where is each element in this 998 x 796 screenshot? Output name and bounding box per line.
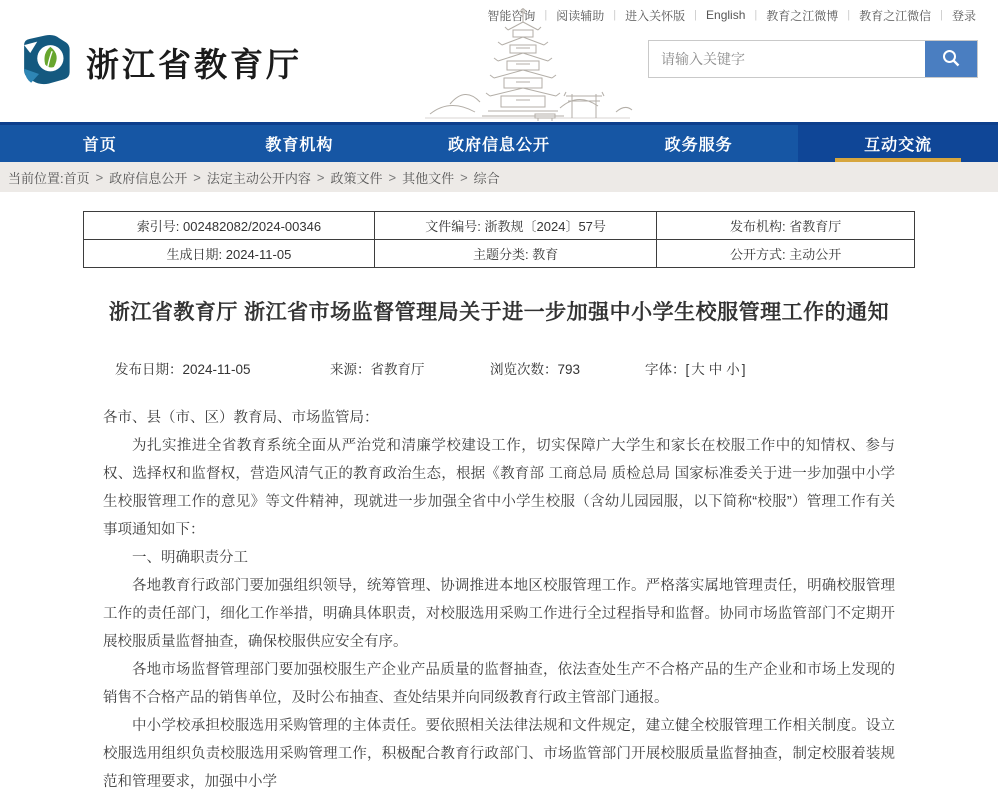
disclosure-mode-value: 主动公开	[789, 247, 842, 262]
document-content	[83, 211, 915, 796]
bracket: ]	[741, 362, 746, 377]
body-paragraph: 各地教育行政部门要加强组织领导，统筹管理、协调推进本地区校服管理工作。严格落实属地管理责任，明确校服管理工作的责任部门，细化工作举措，明确具体职责，对校服选用采购工作进行全过程指导和监督。协同市场监管部门不定期开展校服质量监督抽查，确保校服供应安全有序。	[103, 578, 895, 650]
bracket: [	[685, 362, 690, 377]
doc-meta-table	[83, 211, 915, 268]
link-reading-aid[interactable]: 阅读辅助	[556, 8, 605, 23]
crumb-comprehensive[interactable]: 综合	[473, 170, 500, 186]
article-body	[103, 404, 895, 796]
view-count	[490, 358, 645, 378]
search-icon	[941, 48, 961, 71]
search-input[interactable]	[649, 41, 925, 77]
disclosure-mode-label: 公开方式:	[730, 247, 786, 262]
crumb-other-documents[interactable]: 其他文件	[402, 170, 455, 186]
publish-date-value: 2024-11-05	[182, 362, 251, 377]
intro-paragraph: 为扎实推进全省教育系统全面从严治党和清廉学校建设工作，切实保障广大学生和家长在校服工作中的知情权、参与权、选择权和监督权，营造风清气正的教育政治生态，根据《教育部 工商总局 质检总局 国家标准委关于进一步加强中小学生校服管理工作的意见》等文件精神，现就进一步加强全省中小学生校服（含幼儿园园服，以下简称“校服”）管理工作有关事项通知如下：	[103, 438, 895, 538]
section-heading: 一、明确职责分工	[132, 550, 248, 566]
index-number-value: 002482082/2024-00346	[183, 219, 322, 234]
breadcrumb	[0, 162, 998, 192]
salutation-paragraph: 各市、县（市、区）教育局、市场监管局：	[103, 410, 379, 426]
nav-gov-services[interactable]: 政务服务	[664, 137, 733, 154]
link-care-version[interactable]: 进入关怀版	[625, 8, 686, 23]
index-number-cell	[84, 212, 375, 240]
topic-category-value: 教育	[532, 247, 559, 262]
breadcrumb-prefix: 当前位置:	[8, 170, 64, 186]
creation-date-label: 生成日期:	[166, 247, 223, 262]
crumb-statutory-disclosure[interactable]: 法定主动公开内容	[206, 170, 311, 186]
crumb-policy-documents[interactable]: 政策文件	[330, 170, 383, 186]
index-number-label: 索引号:	[136, 219, 180, 234]
breadcrumb-separator: >	[95, 169, 104, 185]
view-count-label: 浏览次数：	[490, 362, 558, 377]
disclosure-mode-cell	[657, 240, 915, 268]
nav-home[interactable]: 首页	[82, 137, 117, 154]
link-smart-consult[interactable]: 智能咨询	[487, 8, 536, 23]
doc-number-cell	[374, 212, 657, 240]
nav-education-orgs[interactable]: 教育机构	[265, 137, 334, 154]
issuing-agency-label: 发布机构:	[730, 219, 786, 234]
breadcrumb-separator: >	[316, 169, 325, 185]
creation-date-cell	[84, 240, 375, 268]
main-nav	[0, 122, 998, 162]
topic-category-label: 主题分类:	[472, 247, 529, 262]
publish-date	[115, 358, 330, 378]
table-row	[84, 240, 915, 268]
view-count-value: 793	[557, 362, 581, 377]
search-box	[648, 40, 978, 78]
issuing-agency-value: 省教育厅	[789, 219, 842, 234]
font-size-large-button[interactable]: 大	[691, 362, 705, 377]
creation-date-value: 2024-11-05	[225, 247, 292, 262]
breadcrumb-separator: >	[193, 169, 201, 185]
divider: |	[940, 9, 943, 21]
site-header	[0, 24, 998, 122]
font-size-small-button[interactable]: 小	[726, 362, 740, 377]
divider: |	[544, 9, 548, 21]
page-title: 浙江省教育厅 浙江省市场监督管理局关于进一步加强中小学生校服管理工作的通知	[108, 301, 890, 324]
link-wechat[interactable]: 教育之江微信	[859, 8, 932, 23]
body-paragraph: 中小学校承担校服选用采购管理的主体责任。要依照相关法律法规和文件规定，建立健全校服管理工作相关制度。设立校服选用组织负责校服选用采购管理工作，积极配合教育行政部门、市场监管部门开展校服质量监督抽查，制定校服着装规范和管理要求，加强中小学	[103, 718, 895, 790]
source-label: 来源：	[330, 362, 371, 377]
link-login[interactable]: 登录	[951, 8, 976, 23]
doc-number-value: 浙教规〔2024〕57号	[484, 219, 606, 234]
divider: |	[754, 9, 758, 21]
link-english[interactable]: English	[706, 8, 746, 22]
book-leaf-logo-icon	[18, 32, 74, 93]
body-paragraph: 各地市场监督管理部门要加强校服生产企业产品质量的监督抽查，依法查处生产不合格产品的生产企业和市场上发现的销售不合格产品的销售单位，及时公布抽查、查处结果并向同级教育行政主管部门通报。	[103, 662, 895, 706]
divider: |	[694, 9, 698, 21]
link-weibo[interactable]: 教育之江微博	[766, 8, 839, 23]
source	[330, 358, 490, 378]
table-row	[84, 212, 915, 240]
crumb-gov-info[interactable]: 政府信息公开	[109, 170, 188, 186]
breadcrumb-separator: >	[388, 169, 397, 185]
crumb-home[interactable]: 首页	[63, 170, 90, 186]
source-value: 省教育厅	[370, 362, 425, 377]
topic-category-cell	[374, 240, 657, 268]
nav-gov-info-disclosure[interactable]: 政府信息公开	[447, 137, 550, 154]
divider: |	[847, 9, 851, 21]
font-size-label: 字体：	[645, 362, 686, 377]
article-meta-row	[115, 358, 815, 378]
font-size-medium-button[interactable]: 中	[708, 362, 723, 377]
nav-interaction[interactable]: 互动交流	[798, 125, 998, 162]
breadcrumb-separator: >	[460, 169, 468, 185]
pagoda-illustration	[420, 4, 635, 122]
issuing-agency-cell	[657, 212, 915, 240]
search-button[interactable]	[925, 41, 977, 77]
site-name: 浙江省教育厅	[86, 48, 302, 84]
divider: |	[613, 9, 617, 21]
font-size-control	[645, 358, 746, 378]
publish-date-label: 发布日期：	[115, 362, 183, 377]
site-logo[interactable]	[18, 32, 302, 93]
doc-number-label: 文件编号:	[425, 219, 481, 234]
